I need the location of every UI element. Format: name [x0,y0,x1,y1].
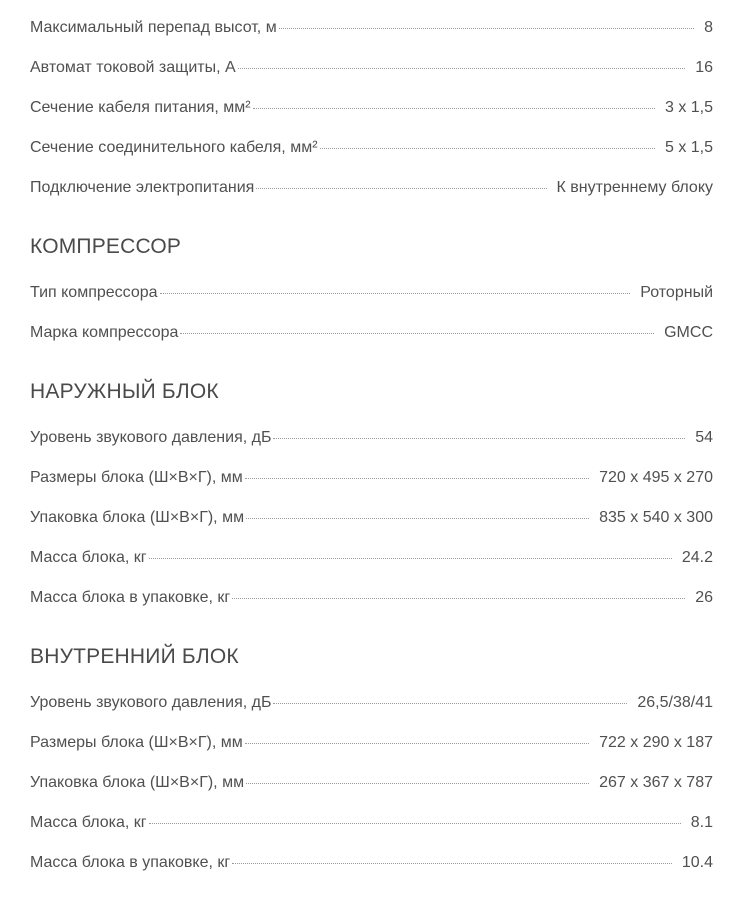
specifications-list [30,8,713,883]
dotted-leader [273,703,627,704]
spec-value: 3 x 1,5 [664,99,713,116]
spec-value: 24.2 [681,549,713,566]
dotted-leader [180,333,654,334]
dotted-leader [256,188,546,189]
dotted-leader [245,478,589,479]
spec-value: 8 [704,19,713,36]
spec-label: Тип компрессора [30,284,158,301]
spec-row-outdoor-noise [30,418,713,458]
spec-value: 720 x 495 x 270 [599,469,713,486]
spec-value: 10.4 [681,854,713,871]
spec-label: Автомат токовой защиты, А [30,59,236,76]
spec-value: 267 x 367 x 787 [599,774,713,791]
spec-label: Марка компрессора [30,324,179,341]
spec-row-indoor-noise [30,683,713,723]
spec-row-indoor-weight [30,803,713,843]
dotted-leader [246,518,589,519]
dotted-leader [245,743,589,744]
dotted-leader [149,558,672,559]
section-title-outdoor-unit: НАРУЖНЫЙ БЛОК [30,380,219,403]
spec-label: Уровень звукового давления, дБ [30,694,272,711]
spec-label: Сечение соединительного кабеля, мм² [30,139,318,156]
spec-value: 722 x 290 x 187 [599,734,713,751]
spec-row-indoor-packed-weight [30,843,713,883]
spec-value: К внутреннему блоку [556,179,713,196]
spec-row-outdoor-dimensions [30,458,713,498]
spec-label: Подключение электропитания [30,179,255,196]
spec-row-connection-cable-section [30,128,713,168]
spec-value: 26 [695,589,713,606]
section-title-indoor-unit: ВНУТРЕННИЙ БЛОК [30,645,239,668]
spec-value: Роторный [640,284,713,301]
spec-row-outdoor-package [30,498,713,538]
spec-row-indoor-package [30,763,713,803]
spec-value: 26,5/38/41 [637,694,713,711]
dotted-leader [238,68,686,69]
spec-row-compressor-brand [30,313,713,353]
spec-label: Сечение кабеля питания, мм² [30,99,251,116]
spec-row-indoor-dimensions [30,723,713,763]
spec-label: Максимальный перепад высот, м [30,19,277,36]
dotted-leader [232,598,685,599]
spec-label: Размеры блока (Ш×В×Г), мм [30,469,243,486]
spec-group-outdoor-unit [30,374,713,618]
spec-label: Уровень звукового давления, дБ [30,429,272,446]
spec-value: 16 [695,59,713,76]
spec-value: GMCC [664,324,713,341]
spec-group-compressor [30,229,713,353]
spec-value: 8.1 [690,814,713,831]
spec-value: 835 x 540 x 300 [599,509,713,526]
spec-row-max-height-difference [30,8,713,48]
spec-value: 5 x 1,5 [664,139,713,156]
spec-label: Масса блока в упаковке, кг [30,589,231,606]
spec-row-outdoor-weight [30,538,713,578]
spec-label: Упаковка блока (Ш×В×Г), мм [30,774,245,791]
dotted-leader [160,293,631,294]
spec-label: Масса блока, кг [30,814,147,831]
dotted-leader [273,438,685,439]
spec-label: Размеры блока (Ш×В×Г), мм [30,734,243,751]
spec-group-general [30,8,713,208]
dotted-leader [320,148,655,149]
dotted-leader [279,28,694,29]
spec-label: Упаковка блока (Ш×В×Г), мм [30,509,245,526]
spec-group-indoor-unit [30,639,713,883]
spec-label: Масса блока, кг [30,549,147,566]
spec-row-outdoor-packed-weight [30,578,713,618]
spec-label: Масса блока в упаковке, кг [30,854,231,871]
dotted-leader [253,108,655,109]
spec-row-compressor-type [30,273,713,313]
dotted-leader [232,863,672,864]
spec-row-circuit-breaker [30,48,713,88]
dotted-leader [149,823,681,824]
spec-value: 54 [695,429,713,446]
spec-row-power-connection [30,168,713,208]
dotted-leader [246,783,589,784]
spec-row-power-cable-section [30,88,713,128]
section-title-compressor: КОМПРЕССОР [30,235,182,258]
